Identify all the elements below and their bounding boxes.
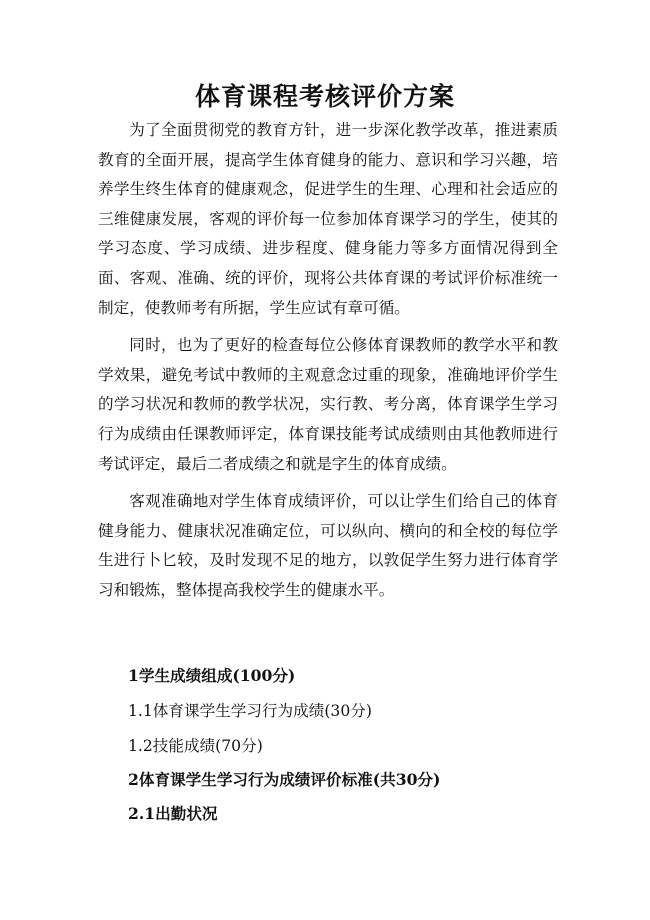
paragraph-teaching-evaluation: 同时，也为了更好的检查每位公修体育课教师的教学水平和教学效果，避免考试中教师的主观意念过重的现象，准确地评价学生的学习状况和教师的教学状况，实行教、考分离，体育课学生学习行为成绩由任课教师评定，体育课技能考试成绩则由其他教师进行考试评定，最后二者成绩之和就是字生的体育成绩。 — [98, 336, 558, 473]
section-heading-2-1: 2.1出勤状况 — [128, 804, 218, 823]
paragraph-intro: 为了全面贯彻党的教育方针，进一步深化教学改革，推进素质教育的全面开展，提高学生体育健身的能力、意识和学习兴趣，培养学生终生体育的健康观念，促进学生的生理、心理和社会适应的三维健康发展，客观的评价每一位参加体育课学习的学生，使其的学习态度、学习成绩、进步程度、健身能力等多方面情况得到全面、客观、准确、统的评价，现将公共体育课的考试评价标准统一制定，使教师考有所据，学生应试有章可循。 — [98, 121, 558, 317]
document-title: 体育课程考核评价方案 — [194, 82, 455, 111]
section-heading-1-2: 1.2技能成绩(70分) — [128, 737, 263, 755]
section-heading-2: 2体育课学生学习行为成绩评价标准(共30分) — [128, 770, 441, 789]
section-heading-1: 1学生成绩组成(100分) — [128, 666, 296, 685]
paragraph-objective-assessment: 客观准确地对学生体育成绩评价，可以让学生们给自己的体育健身能力、健康状况准确定位，可以纵向、横向的和全校的每位学生进行卜匕较，及时发现不足的地方，以敦促学生努力进行体育学习和锻炼，整体提高我校学生的健康水平。 — [98, 492, 558, 599]
section-heading-1-1: 1.1体育课学生学习行为成绩(30分) — [128, 702, 372, 720]
document-body — [98, 116, 558, 606]
